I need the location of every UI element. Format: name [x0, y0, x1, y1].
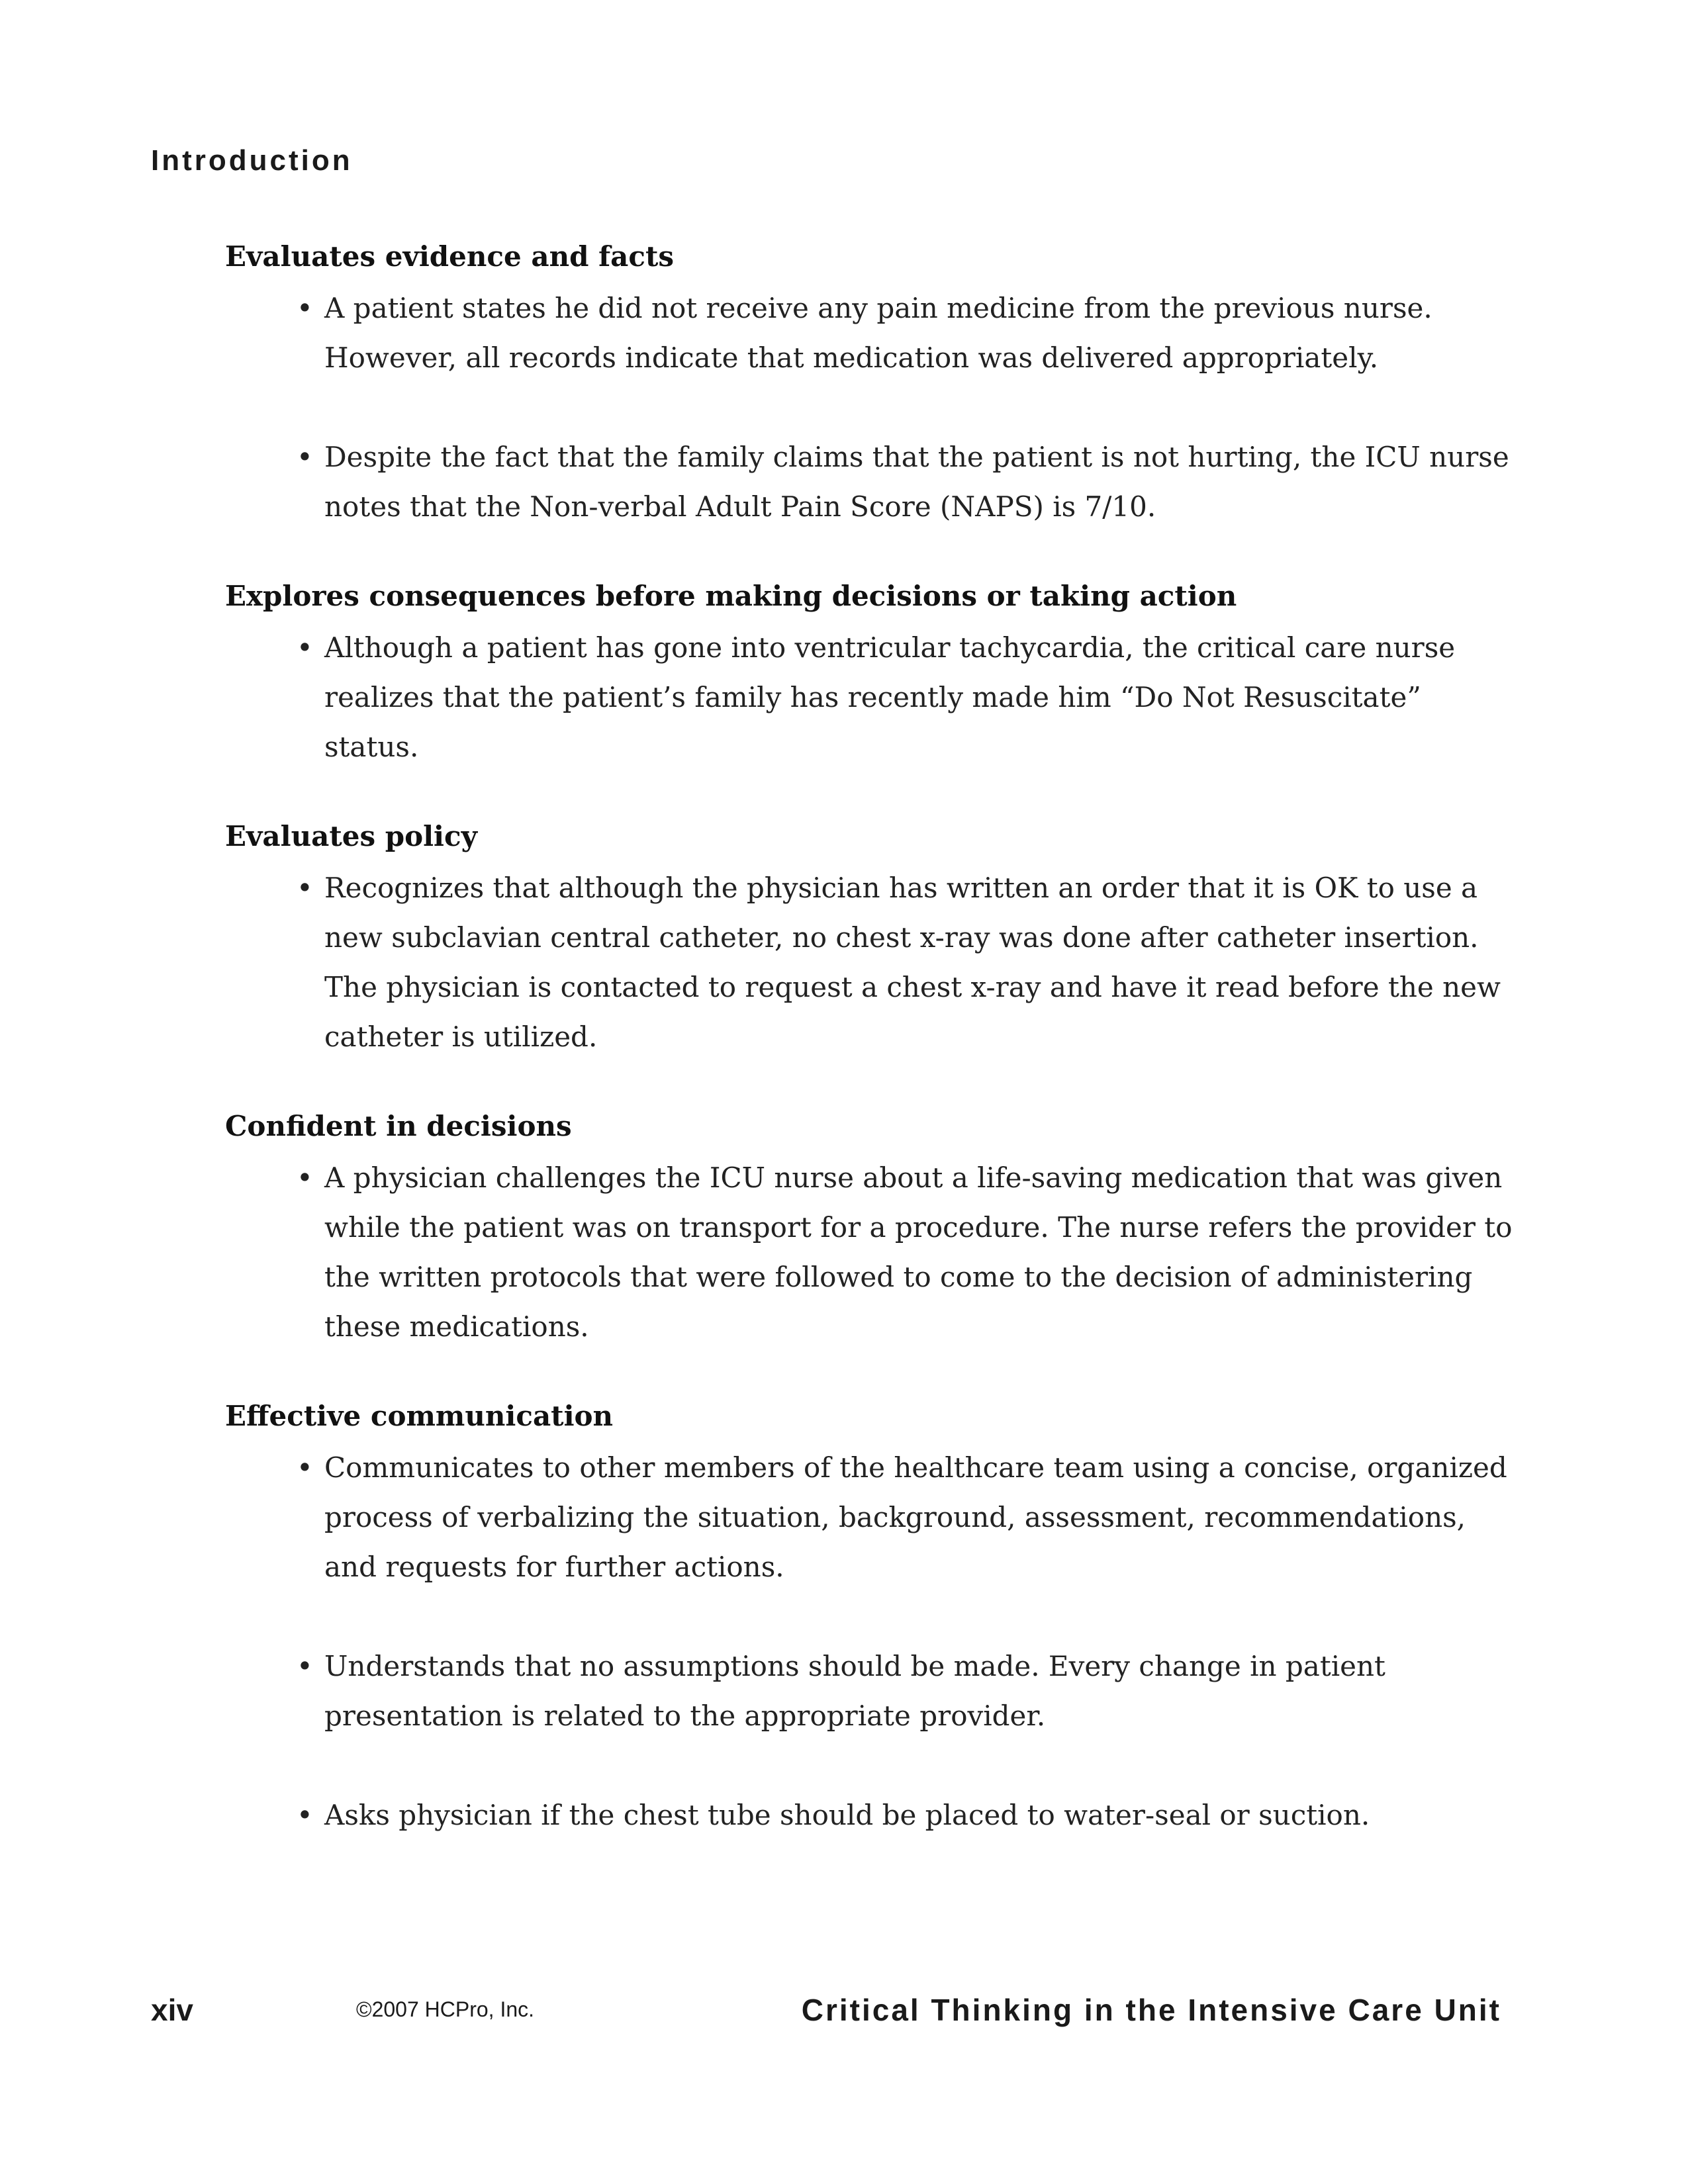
list-item: [225, 1443, 1516, 1592]
section-explores-consequences: [225, 578, 1516, 772]
bullet-icon: •: [297, 441, 313, 473]
list-item: [225, 863, 1516, 1062]
section-heading: Evaluates evidence and facts: [225, 240, 674, 273]
section-evaluates-evidence: [225, 238, 1516, 531]
page-content: [225, 238, 1516, 1886]
bullet-text: Communicates to other members of the healthcare team using a concise, organized process of verbalizing the situation, background, assessment, recommendations, and requests for further actions.: [324, 1451, 1507, 1583]
section-effective-communication: [225, 1398, 1516, 1840]
bullet-icon: •: [297, 1161, 313, 1194]
list-item: [225, 432, 1516, 531]
section-evaluates-policy: [225, 818, 1516, 1062]
bullet-icon: •: [297, 1451, 313, 1484]
section-heading: Effective communication: [225, 1400, 614, 1432]
copyright-notice: ©2007 HCPro, Inc.: [356, 1997, 535, 2021]
bullet-text: Recognizes that although the physician has written an order that it is OK to use a new subclavian central catheter, no chest x-ray was done after catheter insertion. The physician is contacted to request a chest x-ray and have it read before the new catheter is utilized.: [324, 872, 1501, 1053]
bullet-icon: •: [297, 631, 313, 664]
list-item: [225, 1153, 1516, 1351]
section-heading: Evaluates policy: [225, 820, 477, 852]
book-title: Critical Thinking in the Intensive Care Unit: [801, 1993, 1501, 2027]
bullet-text: Although a patient has gone into ventricular tachycardia, the critical care nurse realizes that the patient’s family has recently made him “Do Not Resuscitate” status.: [324, 631, 1456, 763]
bullet-icon: •: [297, 872, 313, 904]
running-head: Introduction: [151, 144, 353, 177]
bullet-text: Understands that no assumptions should be made. Every change in patient presentation is related to the appropriate provider.: [324, 1650, 1385, 1732]
section-heading: Explores consequences before making decisions or taking action: [225, 580, 1237, 612]
bullet-icon: •: [297, 292, 313, 324]
bullet-text: A physician challenges the ICU nurse about a life-saving medication that was given while the patient was on transport for a procedure. The nurse refers the provider to the written protocols that were followed to come to the decision of administering these medications.: [324, 1161, 1513, 1343]
list-item: [225, 283, 1516, 383]
list-item: [225, 623, 1516, 772]
section-heading: Confident in decisions: [225, 1110, 572, 1142]
bullet-text: A patient states he did not receive any pain medicine from the previous nurse. However, all records indicate that medication was delivered appropriately.: [324, 292, 1432, 374]
section-confident-in-decisions: [225, 1108, 1516, 1351]
bullet-text: Despite the fact that the family claims that the patient is not hurting, the ICU nurse notes that the Non-verbal Adult Pain Score (NAPS) is 7/10.: [324, 441, 1509, 523]
bullet-icon: •: [297, 1650, 313, 1682]
page-footer: [0, 1992, 1688, 2045]
page-number: xiv: [151, 1993, 193, 2027]
bullet-icon: •: [297, 1799, 313, 1831]
list-item: [225, 1790, 1516, 1840]
bullet-text: Asks physician if the chest tube should be placed to water-seal or suction.: [324, 1799, 1370, 1831]
list-item: [225, 1641, 1516, 1741]
